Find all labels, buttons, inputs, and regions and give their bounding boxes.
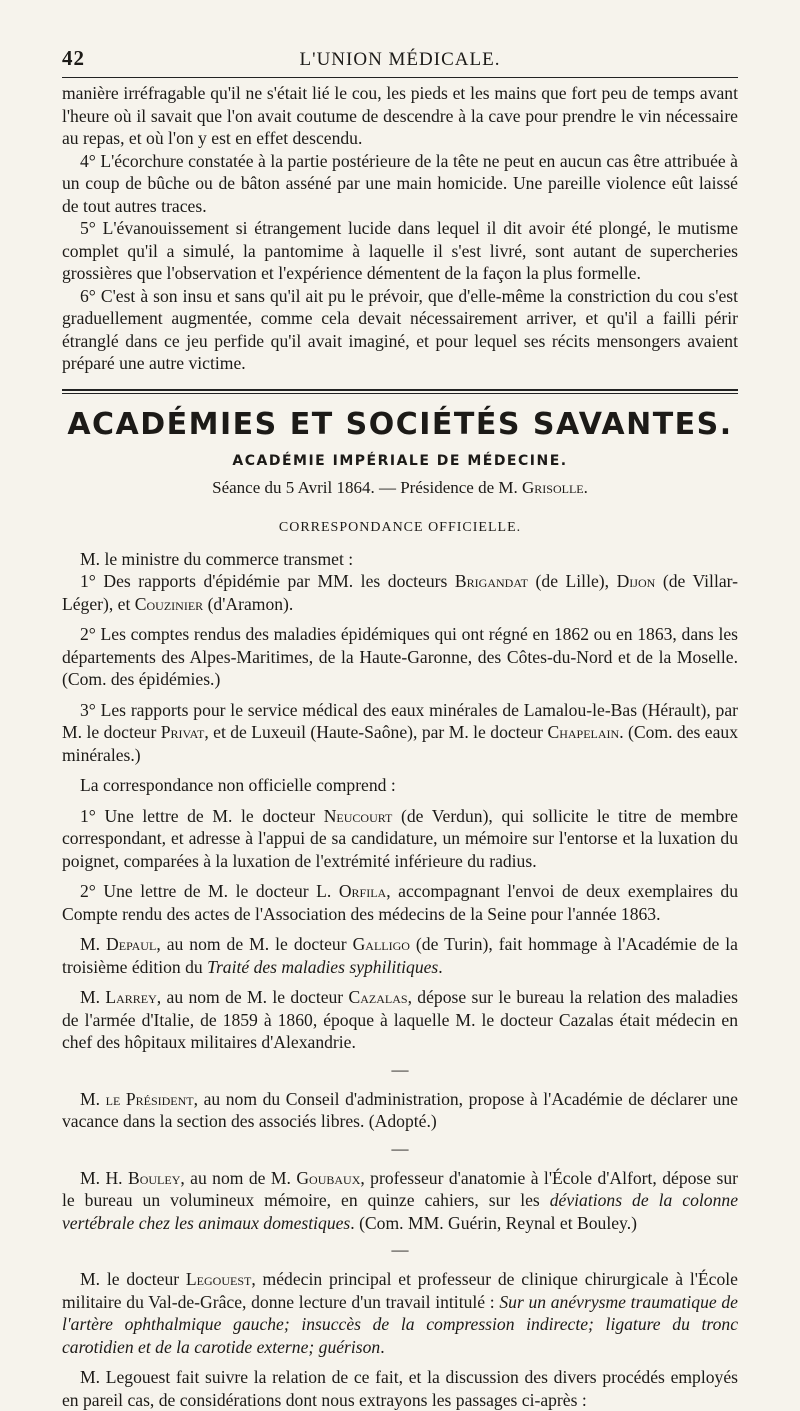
unofficial-intro: La correspondance non officielle comprend : — [80, 775, 396, 795]
legouest-paragraph: M. le docteur Legouest, médecin principal et professeur de clinique chirurgicale à l'École militaire du Val-de-Grâce, donne lecture d'un travail intitulé : Sur un anévrysme traumatique de l'artère ophthalmique gauche; insuccès de la compression indirecte; ligature du tronc carotidien et de la carotide externe; guérison. — [62, 1269, 738, 1357]
president-name: Grisolle — [522, 477, 584, 497]
larrey-paragraph: M. Larrey, au nom de M. le docteur Cazalas, dépose sur le bureau la relation des maladies de l'armée d'Italie, de 1859 à 1860, époque à laquelle M. le docteur Cazalas était médecin en chef des hôpitaux militaires d'Alexandrie. — [62, 987, 738, 1052]
separator-dash: — — [391, 1138, 409, 1158]
separator-dash: — — [391, 1059, 409, 1079]
journal-title: L'UNION MÉDICALE. — [299, 49, 501, 70]
conclusion-5: 5° L'évanouissement si étrangement lucide dans lequel il dit avoir été plongé, le mutisme complet qu'il a simulé, la pantomime à laquelle il s'est livré, sont autant de supercheries grossières que l'observation et l'expérience démentent de la façon la plus formelle. — [62, 218, 738, 283]
running-head — [62, 46, 738, 78]
depaul-paragraph: M. Depaul, au nom de M. le docteur Galligo (de Turin), fait hommage à l'Académie de la troisième édition du Traité des maladies syphilitiques. — [62, 934, 738, 977]
official-item-3: 3° Les rapports pour le service médical des eaux minérales de Lamalou-le-Bas (Hérault), par M. le docteur Privat, et de Luxeuil (Haute-Saône), par M. le docteur Chapelain. (Com. des eaux minérales.) — [62, 699, 738, 765]
official-item-2: 2° Les comptes rendus des maladies épidémiques qui ont régné en 1862 ou en 1863, dans les départements des Alpes-Maritimes, de la Haute-Garonne, des Côtes-du-Nord et de la Moselle. (Com. des épidémies.) — [62, 624, 738, 689]
separator-dash: — — [391, 1240, 409, 1259]
unofficial-item-1: 1° Une lettre de M. le docteur Neucourt (de Verdun), qui sollicite le titre de membre correspondant, et adresse à l'appui de sa candidature, un mémoire sur l'entorse et la luxation du poignet, comparées à la luxation de l'extrémité inférieure du radius. — [62, 805, 738, 871]
legouest-followup: M. Legouest fait suivre la relation de ce fait, et la discussion des divers procédés employés en pareil cas, de considérations dont nous extrayons les passages ci-après : — [62, 1367, 738, 1410]
president-paragraph: M. le Président, au nom du Conseil d'administration, propose à l'Académie de déclarer une vacance dans la section des associés libres. (Adopté.) — [62, 1088, 738, 1131]
unofficial-item-2: 2° Une lettre de M. le docteur L. Orfila, accompagnant l'envoi de deux exemplaires du Compte rendu des actes de l'Association des médecins de la Seine pour l'année 1863. — [62, 881, 738, 924]
minister-line: M. le ministre du commerce transmet : — [80, 548, 354, 569]
section-divider — [62, 389, 738, 394]
continued-paragraph: manière irréfragable qu'il ne s'était lié le cou, les pieds et les mains que fort peu de temps avant l'heure où il savait que l'on avait coutume de descendre à la cave pour prendre le vin nécessaire au repas, et où l'on y est en effet descendu. — [62, 83, 738, 148]
session-text: Séance du 5 Avril 1864. — Présidence de M. — [212, 477, 522, 497]
academy-heading: ACADÉMIE IMPÉRIALE DE MÉDECINE. — [232, 453, 568, 469]
page-number: 42 — [62, 46, 85, 70]
conclusion-6: 6° C'est à son insu et sans qu'il ait pu le prévoir, que d'elle-même la constriction du cou s'est graduellement augmentée, comme cela devait nécessairement arriver, et qu'il a failli périr étranglé dans ce jeu perfide qu'il avait imaginé, et pour lequel ses récits mensongers avaient préparé une autre victime. — [62, 285, 738, 373]
session-line — [62, 477, 738, 500]
session-end: . — [583, 477, 588, 497]
bouley-paragraph: M. H. Bouley, au nom de M. Goubaux, professeur d'anatomie à l'École d'Alfort, dépose sur le bureau un volumineux mémoire, en quinze cahiers, sur les déviations de la colonne vertébrale chez les animaux domestiques. (Com. MM. Guérin, Reynal et Bouley.) — [62, 1167, 739, 1233]
article-body — [62, 82, 738, 1411]
official-item-1: 1° Des rapports d'épidémie par MM. les docteurs Brigandat (de Lille), Dijon (de Villar-Léger), et Couzinier (d'Aramon). — [62, 571, 739, 614]
conclusion-4: 4° L'écorchure constatée à la partie postérieure de la tête ne peut en aucun cas être attribuée à un coup de bûche ou de bâton asséné par une main homicide. Une pareille violence eût laissé de tout autres traces. — [62, 150, 738, 216]
section-title: ACADÉMIES ET SOCIÉTÉS SAVANTES. — [67, 406, 733, 442]
correspondence-heading: CORRESPONDANCE OFFICIELLE. — [278, 520, 522, 535]
